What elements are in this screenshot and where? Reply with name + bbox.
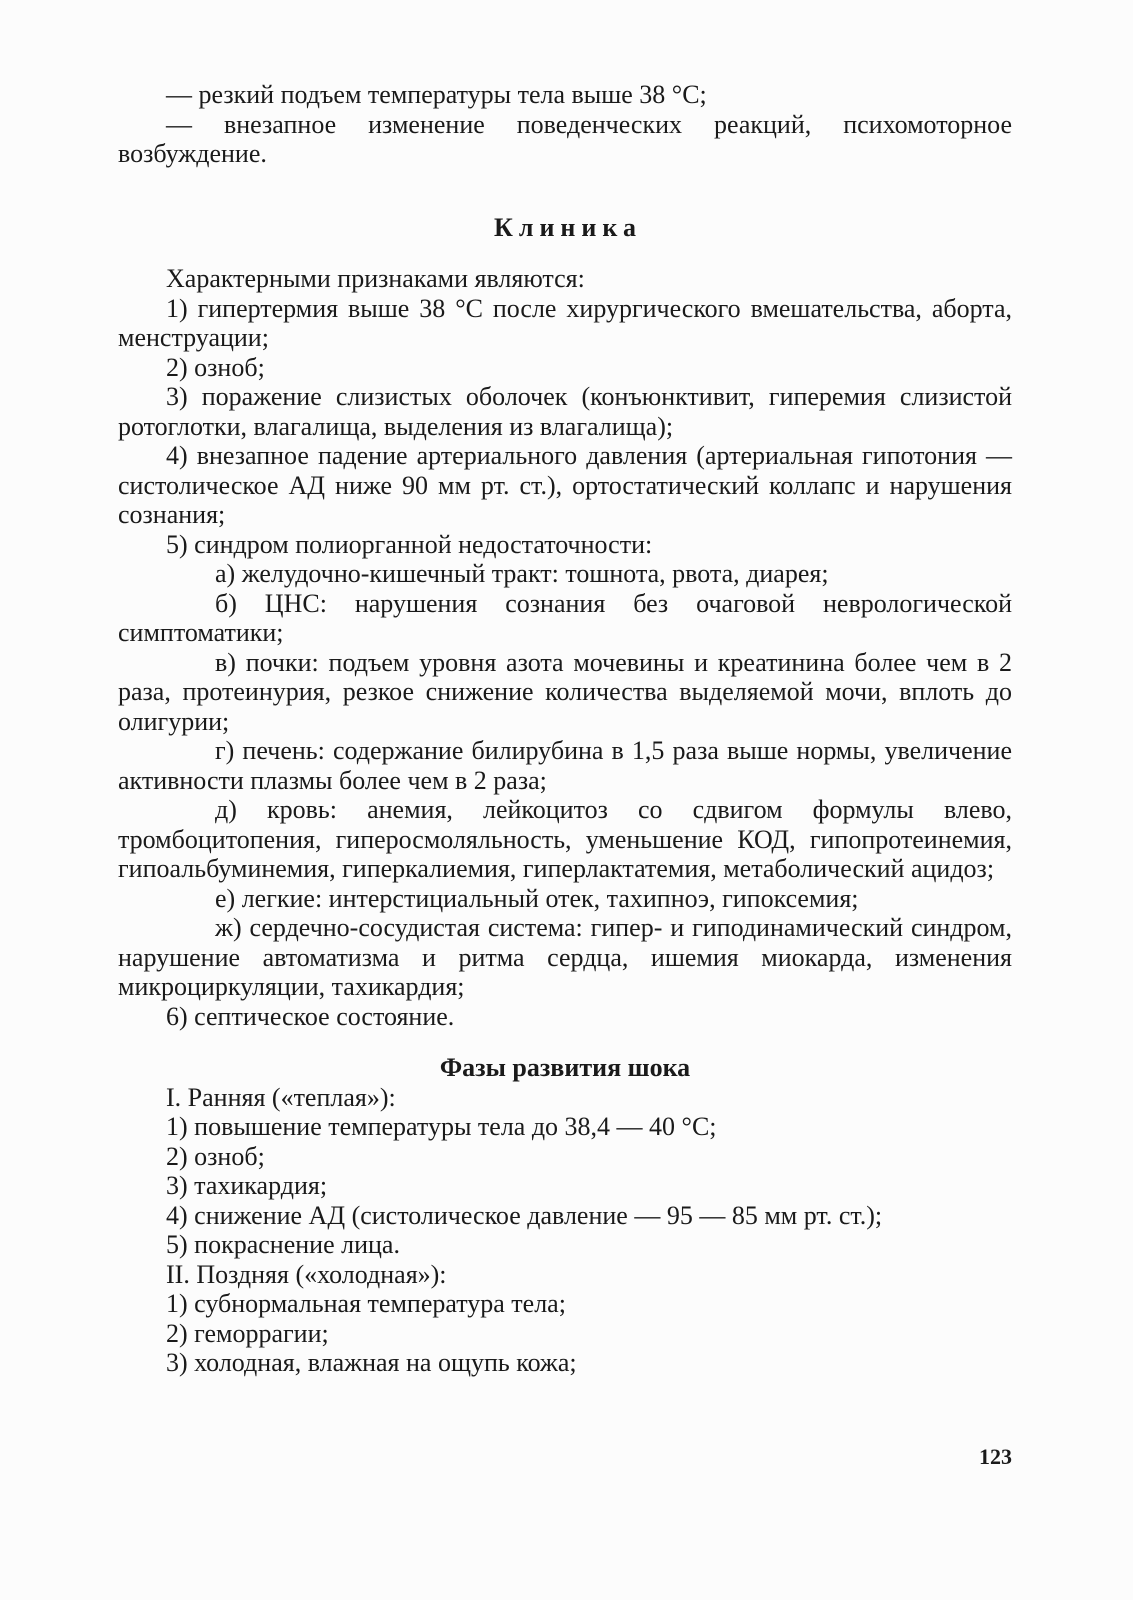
clinic-subitem-v: в) почки: подъем уровня азота мочевины и креатинина более чем в 2 раза, протеинурия, резкое снижение количества выделяемой мочи, вплоть до олигурии; xyxy=(118,647,1012,736)
clinic-item-3: 3) поражение слизистых оболочек (конъюнктивит, гиперемия слизистой ротоглотки, влагалища, выделения из влагалища); xyxy=(118,382,1012,441)
phase-late-item-3: 3) холодная, влажная на ощупь кожа; xyxy=(166,1348,577,1377)
phase-early-item-2: 2) озноб; xyxy=(166,1141,265,1171)
phase-early-item-4: 4) снижение АД (систолическое давление — 95 — 85 мм рт. ст.); xyxy=(166,1200,883,1230)
phase-late-item-2: 2) геморрагии; xyxy=(166,1318,329,1348)
clinic-item-5: 5) синдром полиорганной недостаточности: xyxy=(166,529,653,559)
clinic-subitem-zh: ж) сердечно-сосудистая система: гипер- и гиподинамический синдром, нарушение автоматизма и ритма сердца, ишемия миокарда, изменения микроциркуляции, тахикардия; xyxy=(118,913,1012,1001)
phase-early-item-5: 5) покраснение лица. xyxy=(166,1230,400,1259)
clinic-subitem-e: е) легкие: интерстициальный отек, тахипноэ, гипоксемия; xyxy=(215,883,859,913)
dash-line-fever: — резкий подъем температуры тела выше 38 °С; xyxy=(166,80,707,109)
dash-line-behavior: — внезапное изменение поведенческих реакций, психомоторное возбуждение. xyxy=(118,109,1012,168)
clinic-subitem-d: д) кровь: анемия, лейкоцитоз со сдвигом формулы влево, тромбоцитопения, гиперосмоляльность, уменьшение КОД, гипопротеинемия, гипоальбуминемия, гиперкалиемия, гиперлактатемия, метаболический ацидоз; xyxy=(118,795,1012,883)
page-number: 123 xyxy=(979,1444,1012,1469)
clinic-item-2: 2) озноб; xyxy=(166,352,265,382)
clinic-subitem-g: г) печень: содержание билирубина в 1,5 раза выше нормы, увеличение активности плазмы более чем в 2 раза; xyxy=(118,736,1012,795)
phase-early-item-3: 3) тахикардия; xyxy=(166,1171,328,1200)
clinic-subitem-a: а) желудочно-кишечный тракт: тошнота, рвота, диарея; xyxy=(215,559,829,588)
clinic-item-6: 6) септическое состояние. xyxy=(166,1001,455,1031)
clinic-heading: Клиника xyxy=(494,212,642,242)
page-body xyxy=(118,80,1012,1378)
clinic-subitem-b: б) ЦНС: нарушения сознания без очаговой неврологической симптоматики; xyxy=(118,588,1012,647)
phase-late-item-1: 1) субнормальная температура тела; xyxy=(166,1289,566,1318)
clinic-intro: Характерными признаками являются: xyxy=(166,264,585,293)
phase-early-title: I. Ранняя («теплая»): xyxy=(166,1082,396,1112)
phase-late-title: II. Поздняя («холодная»): xyxy=(166,1259,447,1289)
clinic-item-1: 1) гипертермия выше 38 °С после хирургического вмешательства, аборта, менструации; xyxy=(118,293,1012,352)
phase-early-item-1: 1) повышение температуры тела до 38,4 — 40 °С; xyxy=(166,1112,717,1141)
phases-heading: Фазы развития шока xyxy=(439,1053,691,1082)
clinic-item-4: 4) внезапное падение артериального давления (артериальная гипотония — систолическое АД ниже 90 мм рт. ст.), ортостатический коллапс и нарушения сознания; xyxy=(118,441,1012,529)
